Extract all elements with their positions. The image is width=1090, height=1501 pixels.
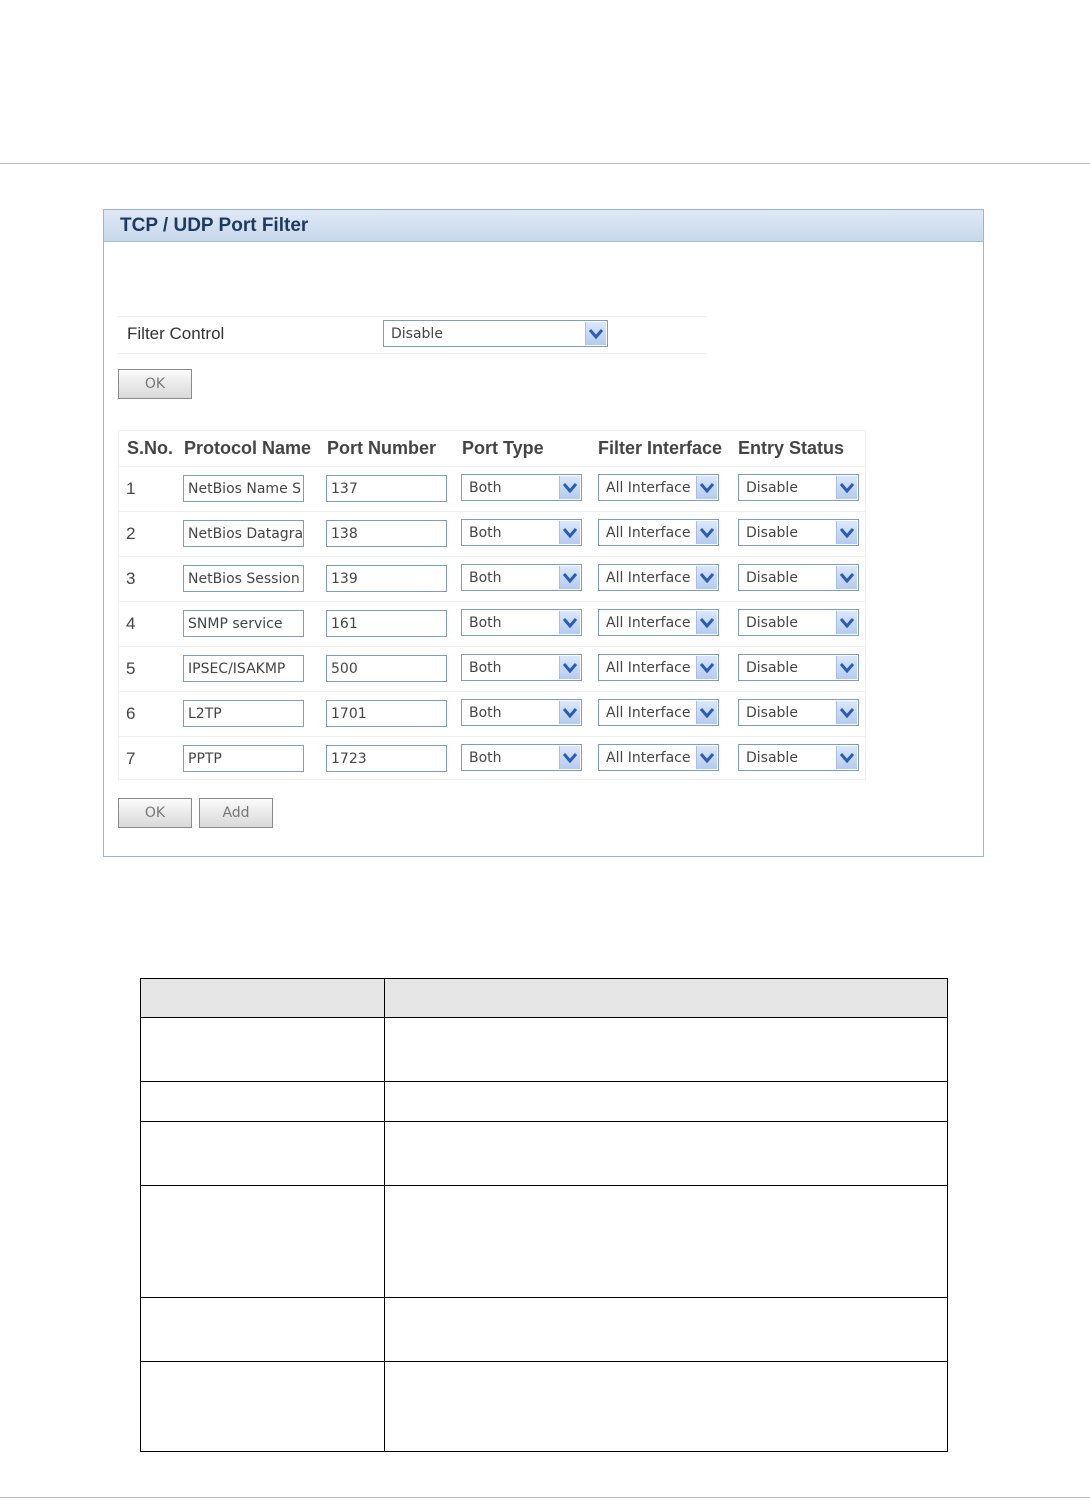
port-number-input[interactable]: 1701 <box>326 700 447 727</box>
port-number-input[interactable]: 139 <box>326 565 447 592</box>
table-cell <box>141 1362 385 1452</box>
chevron-down-icon <box>559 701 580 724</box>
port-type-value: Both <box>469 525 502 541</box>
port-type-value: Both <box>469 660 502 676</box>
port-type-value: Both <box>469 750 502 766</box>
row-sno: 6 <box>126 704 136 723</box>
entry-status-select[interactable] <box>738 519 859 546</box>
filter-interface-value: All Interface <box>606 570 691 586</box>
chevron-down-icon <box>559 746 580 769</box>
port-type-select[interactable] <box>461 564 582 591</box>
filter-interface-select[interactable] <box>598 744 719 771</box>
row-sno: 7 <box>126 749 136 768</box>
chevron-down-icon <box>559 611 580 634</box>
chevron-down-icon <box>559 656 580 679</box>
table-cell <box>141 1082 385 1122</box>
description-table <box>140 978 948 1452</box>
chevron-down-icon <box>836 611 857 634</box>
entry-status-value: Disable <box>746 615 798 631</box>
entry-status-select[interactable] <box>738 699 859 726</box>
port-number-input[interactable]: 500 <box>326 655 447 682</box>
header-protocol-name: Protocol Name <box>184 438 312 458</box>
table-cell <box>385 1082 948 1122</box>
port-type-value: Both <box>469 615 502 631</box>
protocol-name-input[interactable]: L2TP <box>183 700 304 727</box>
protocol-name-input[interactable]: PPTP <box>183 745 304 772</box>
chevron-down-icon <box>696 566 717 589</box>
filter-control-value: Disable <box>391 326 443 342</box>
panel-title: TCP / UDP Port Filter <box>104 210 983 242</box>
port-number-input[interactable]: 161 <box>326 610 447 637</box>
table-row <box>141 1362 948 1452</box>
entry-status-select[interactable] <box>738 744 859 771</box>
description-table-header <box>141 979 948 1018</box>
header-cell <box>385 979 948 1018</box>
entry-status-select[interactable] <box>738 654 859 681</box>
port-type-value: Both <box>469 570 502 586</box>
chevron-down-icon <box>836 476 857 499</box>
entry-status-value: Disable <box>746 750 798 766</box>
filter-interface-value: All Interface <box>606 750 691 766</box>
entry-status-select[interactable] <box>738 474 859 501</box>
filter-interface-select[interactable] <box>598 519 719 546</box>
port-number-input[interactable]: 138 <box>326 520 447 547</box>
filter-control-label: Filter Control <box>127 324 225 343</box>
port-type-select[interactable] <box>461 609 582 636</box>
filter-interface-value: All Interface <box>606 615 691 631</box>
table-row <box>141 1018 948 1082</box>
chevron-down-icon <box>836 521 857 544</box>
table-cell <box>385 1122 948 1186</box>
port-type-select[interactable] <box>461 654 582 681</box>
entry-status-select[interactable] <box>738 609 859 636</box>
table-row <box>141 1298 948 1362</box>
chevron-down-icon <box>585 322 606 345</box>
table-row <box>141 1082 948 1122</box>
add-button[interactable]: Add <box>199 798 273 828</box>
chevron-down-icon <box>559 521 580 544</box>
table-cell <box>385 1298 948 1362</box>
entry-status-value: Disable <box>746 705 798 721</box>
table-cell <box>141 1186 385 1298</box>
protocol-name-input[interactable]: SNMP service <box>183 610 304 637</box>
row-sno: 1 <box>126 479 136 498</box>
port-type-value: Both <box>469 705 502 721</box>
top-rule <box>0 163 1090 164</box>
chevron-down-icon <box>836 656 857 679</box>
filter-control-ok-button[interactable]: OK <box>118 369 192 399</box>
filter-interface-select[interactable] <box>598 654 719 681</box>
row-sno: 3 <box>126 569 136 588</box>
port-number-input[interactable]: 137 <box>326 475 447 502</box>
table-row <box>141 1122 948 1186</box>
chevron-down-icon <box>836 746 857 769</box>
filter-interface-select[interactable] <box>598 609 719 636</box>
filter-interface-value: All Interface <box>606 525 691 541</box>
port-type-select[interactable] <box>461 699 582 726</box>
filter-interface-value: All Interface <box>606 705 691 721</box>
filter-interface-select[interactable] <box>598 474 719 501</box>
row-sno: 2 <box>126 524 136 543</box>
filter-interface-select[interactable] <box>598 564 719 591</box>
header-entry-status: Entry Status <box>738 438 845 458</box>
table-cell <box>141 1122 385 1186</box>
protocol-name-input[interactable]: NetBios Name S <box>183 475 304 502</box>
table-cell <box>385 1018 948 1082</box>
port-type-select[interactable] <box>461 474 582 501</box>
chevron-down-icon <box>696 656 717 679</box>
filter-interface-select[interactable] <box>598 699 719 726</box>
protocol-name-input[interactable]: NetBios Session <box>183 565 304 592</box>
row-sno: 5 <box>126 659 136 678</box>
chevron-down-icon <box>696 476 717 499</box>
table-cell <box>141 1298 385 1362</box>
chevron-down-icon <box>559 566 580 589</box>
row-sno: 4 <box>126 614 136 633</box>
chevron-down-icon <box>696 701 717 724</box>
header-port-type: Port Type <box>462 438 544 458</box>
protocol-name-input[interactable]: IPSEC/ISAKMP <box>183 655 304 682</box>
chevron-down-icon <box>696 521 717 544</box>
header-filter-interface: Filter Interface <box>598 438 723 458</box>
chevron-down-icon <box>696 746 717 769</box>
ok-button[interactable]: OK <box>118 798 192 828</box>
protocol-name-input[interactable]: NetBios Datagra <box>183 520 304 547</box>
port-type-select[interactable] <box>461 744 582 771</box>
table-cell <box>385 1362 948 1452</box>
header-port-number: Port Number <box>327 438 437 458</box>
filter-control-select[interactable] <box>383 320 608 347</box>
chevron-down-icon <box>559 476 580 499</box>
entry-status-value: Disable <box>746 525 798 541</box>
port-type-value: Both <box>469 480 502 496</box>
port-type-select[interactable] <box>461 519 582 546</box>
entry-status-select[interactable] <box>738 564 859 591</box>
chevron-down-icon <box>836 566 857 589</box>
chevron-down-icon <box>836 701 857 724</box>
header-sno: S.No. <box>127 438 174 458</box>
bottom-rule <box>0 1497 1090 1498</box>
filter-interface-value: All Interface <box>606 660 691 676</box>
port-number-input[interactable]: 1723 <box>326 745 447 772</box>
chevron-down-icon <box>696 611 717 634</box>
table-cell <box>385 1186 948 1298</box>
filter-interface-value: All Interface <box>606 480 691 496</box>
entry-status-value: Disable <box>746 660 798 676</box>
table-cell <box>141 1018 385 1082</box>
table-row <box>141 1186 948 1298</box>
entry-status-value: Disable <box>746 480 798 496</box>
entry-status-value: Disable <box>746 570 798 586</box>
header-cell <box>141 979 385 1018</box>
